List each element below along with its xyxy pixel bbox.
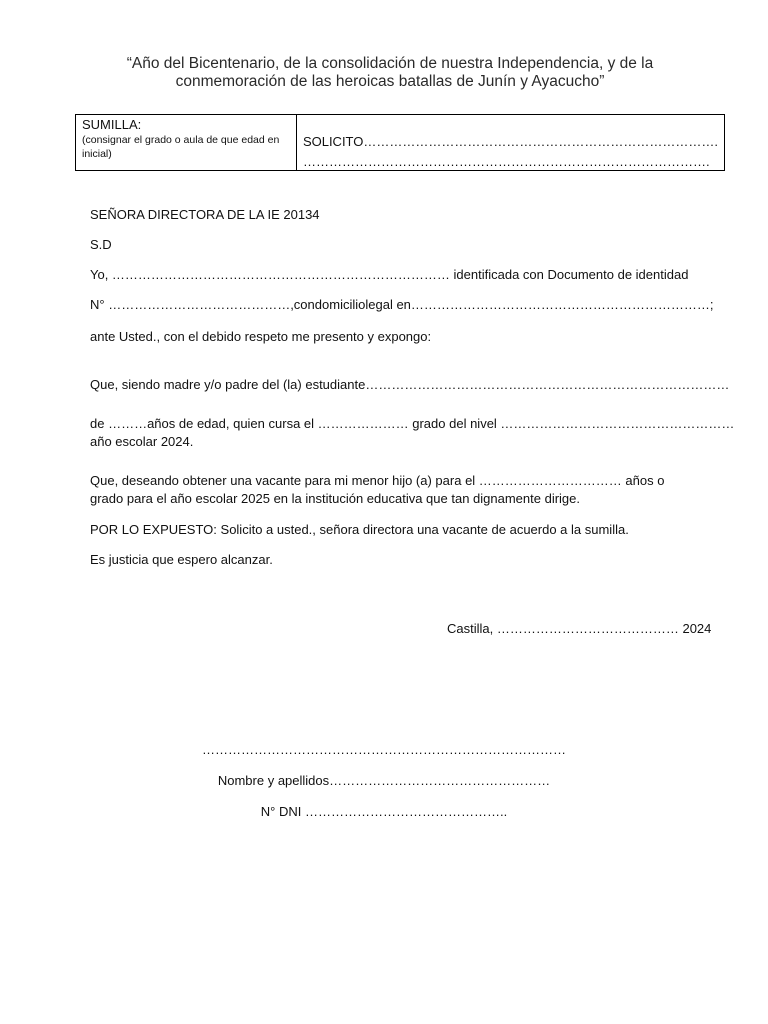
header [90, 55, 690, 91]
document-number-part-2: domicilio [314, 297, 366, 312]
date-line: Castilla, …………………………………… 2024 [447, 621, 712, 636]
age-grade-line: de ………años de edad, quien cursa el ………………… grado del nivel ……………………………………………… [90, 416, 735, 431]
sumilla-cell [76, 115, 297, 170]
document-number-line [90, 296, 714, 314]
solicito-line-1: SOLICITO………………………………………………………………………. [302, 134, 718, 149]
yo-line: Yo, …………………………………………………………………… identificada con Documento de identidad [90, 267, 689, 282]
vacancy-line-1: Que, deseando obtener una vacante para mi menor hijo (a) para el …………………………… años o [90, 473, 665, 488]
document-number-part-1: N° ……………………………………,con [90, 297, 315, 312]
header-line-2: conmemoración de las heroicas batallas de Junín y Ayacucho” [175, 73, 605, 90]
justicia-line: Es justicia que espero alcanzar. [90, 552, 273, 567]
addressee: SEÑORA DIRECTORA DE LA IE 20134 [90, 207, 320, 222]
signature-dni: N° DNI ……………………………………….. [260, 804, 508, 819]
header-line-1: “Año del Bicentenario, de la consolidación de nuestra Independencia, y de la [126, 55, 654, 72]
school-year-line: año escolar 2024. [90, 434, 194, 449]
document-number-part-3: legal en……………………………………………………………; [365, 297, 714, 312]
vacancy-line-2: grado para el año escolar 2025 en la institución educativa que tan dignamente dirige. [90, 491, 581, 506]
sumilla-note: (consignar el grado o aula de que edad en inicial) [82, 134, 280, 160]
signature-name: Nombre y apellidos…………………………………………… [217, 773, 551, 788]
que-student-line: Que, siendo madre y/o padre del (la) estudiante………………………………………………………………………… [90, 377, 730, 392]
solicito-line-2: …………………………………………………………………………………. [302, 154, 710, 169]
por-lo-expuesto-line: POR LO EXPUESTO: Solicito a usted., señora directora una vacante de acuerdo a la sumilla. [90, 522, 629, 537]
sumilla-table [75, 114, 725, 171]
sumilla-title: SUMILLA: [82, 117, 142, 132]
ante-line: ante Usted., con el debido respeto me presento y expongo: [90, 329, 432, 344]
solicito-cell [297, 115, 724, 170]
signature-line: ………………………………………………………………………… [202, 742, 566, 757]
sd-line: S.D [90, 237, 112, 252]
